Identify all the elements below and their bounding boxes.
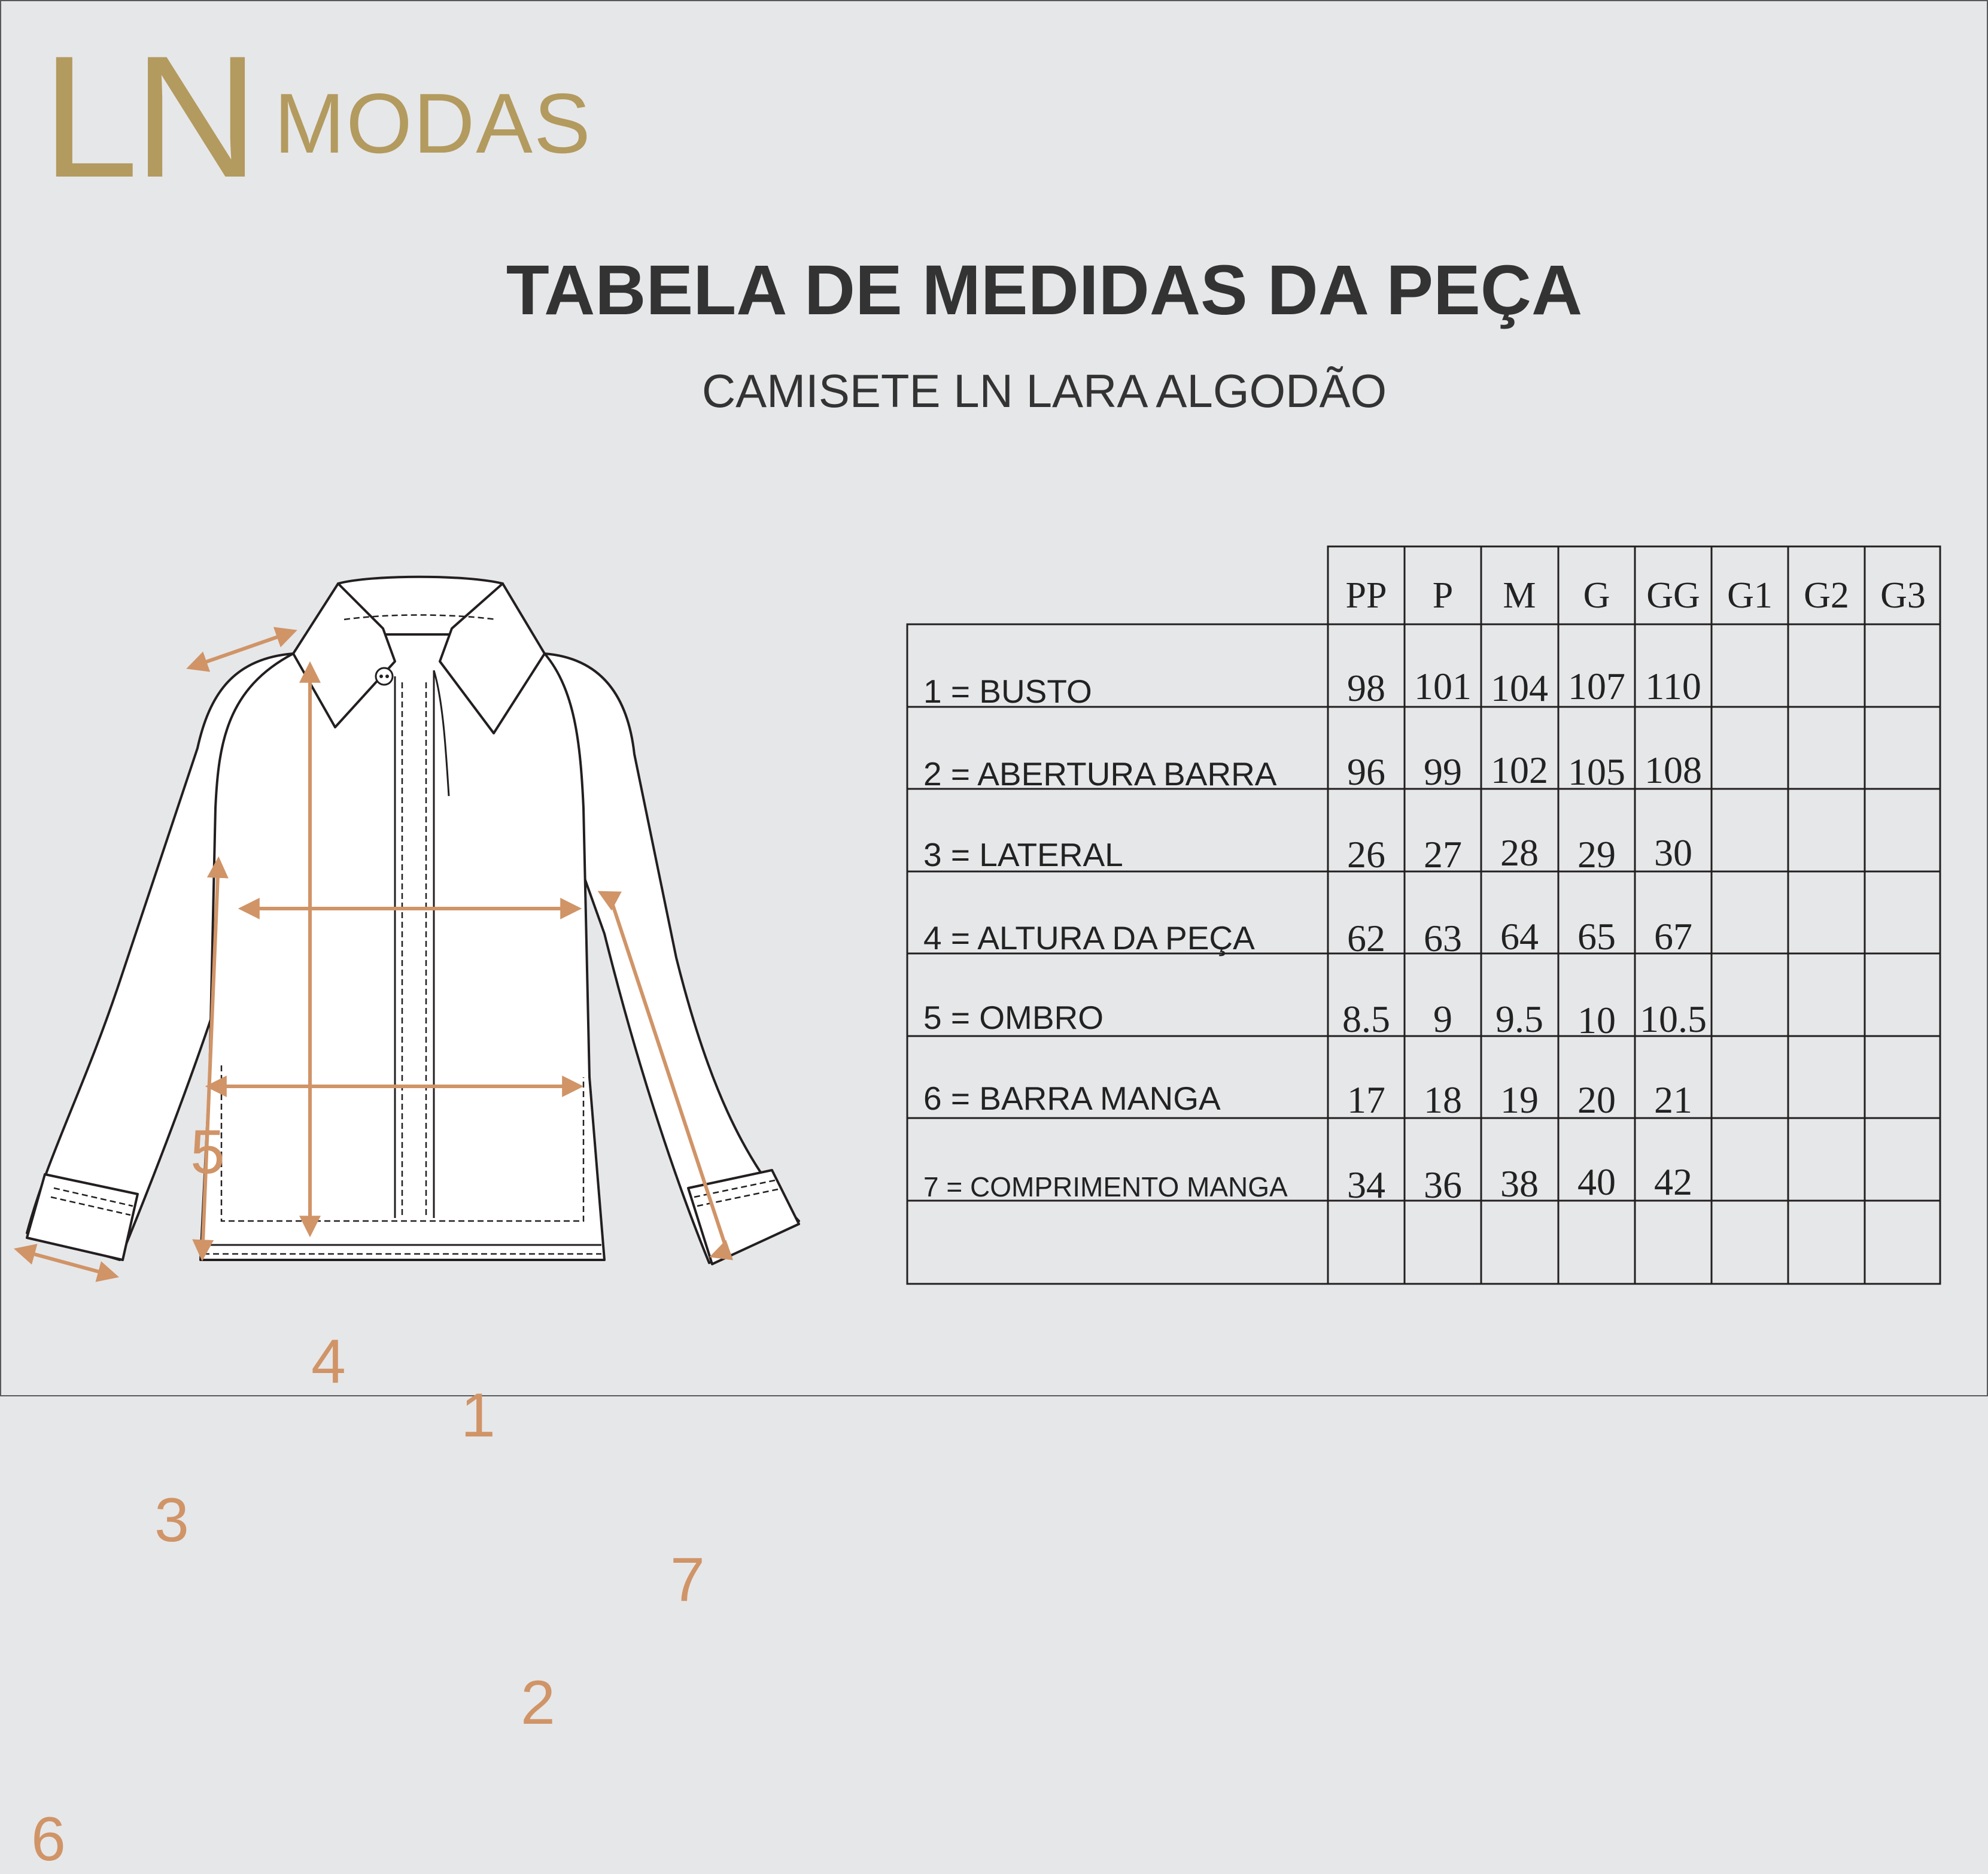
measure-label-5: 5 [190,1117,225,1187]
table-cell: 105 [1568,751,1625,793]
table-cell: 63 [1424,917,1462,959]
size-header-m: M [1503,575,1536,616]
row-label-lateral: 3 = LATERAL [923,836,1123,873]
row-label-ombro: 5 = OMBRO [923,999,1104,1036]
page-title: TABELA DE MEDIDAS DA PEÇA [506,251,1583,330]
table-cell: 67 [1654,915,1692,958]
table-cell: 28 [1500,831,1539,874]
table-cell: 26 [1347,833,1385,876]
table-cell: 65 [1577,915,1616,958]
row-label-busto: 1 = BUSTO [923,673,1092,710]
table-cell: 40 [1577,1161,1616,1203]
row-label-altura-da-peca: 4 = ALTURA DA PEÇA [923,919,1255,956]
table-cell: 10.5 [1640,998,1707,1040]
table-cell: 36 [1424,1164,1462,1206]
table-cell: 98 [1347,667,1385,709]
size-header-p: P [1432,575,1454,616]
table-cell: 17 [1347,1079,1385,1121]
measure-label-7: 7 [670,1545,705,1615]
table-cell: 20 [1577,1079,1616,1121]
table-cell: 18 [1424,1079,1462,1121]
table-cell: 29 [1577,833,1616,876]
table-cell: 30 [1654,831,1692,874]
measure-label-2: 2 [521,1668,555,1738]
product-name: CAMISETE LN LARA ALGODÃO [701,365,1387,417]
row-label-abertura-barra: 2 = ABERTURA BARRA [923,755,1277,792]
table-cell: 38 [1500,1162,1539,1205]
table-cell: 9 [1433,998,1452,1040]
table-cell: 110 [1645,665,1701,707]
brand-ln: LN [42,20,254,214]
table-cell: 34 [1347,1164,1385,1206]
row-label-barra-manga: 6 = BARRA MANGA [923,1080,1221,1117]
table-cell: 27 [1424,833,1462,876]
table-cell: 64 [1500,915,1539,958]
table-cell: 19 [1500,1079,1539,1121]
table-cell: 102 [1491,749,1548,791]
table-cell: 101 [1414,665,1472,707]
table-cell: 104 [1491,667,1548,709]
measure-label-3: 3 [154,1486,189,1555]
size-header-g1: G1 [1727,575,1773,616]
table-cell: 10 [1577,999,1616,1041]
size-header-g2: G2 [1804,575,1849,616]
table-cell: 8.5 [1342,998,1390,1040]
table-cell: 96 [1347,751,1385,793]
table-cell: 99 [1424,751,1462,793]
measure-label-4: 4 [311,1327,346,1396]
size-header-g3: G3 [1880,575,1926,616]
table-cell: 21 [1654,1079,1692,1121]
table-cell: 42 [1654,1161,1692,1203]
table-cell: 107 [1568,665,1625,707]
size-header-pp: PP [1345,575,1387,616]
row-label-comprimento-manga: 7 = COMPRIMENTO MANGA [923,1171,1288,1202]
table-cell: 9.5 [1495,998,1543,1040]
measure-label-1: 1 [461,1381,496,1450]
table-cell: 108 [1644,749,1702,791]
brand-modas: MODAS [274,76,592,171]
size-header-gg: GG [1646,575,1700,616]
size-header-g: G [1583,575,1610,616]
measure-label-6: 6 [31,1805,66,1874]
table-cell: 62 [1347,917,1385,959]
